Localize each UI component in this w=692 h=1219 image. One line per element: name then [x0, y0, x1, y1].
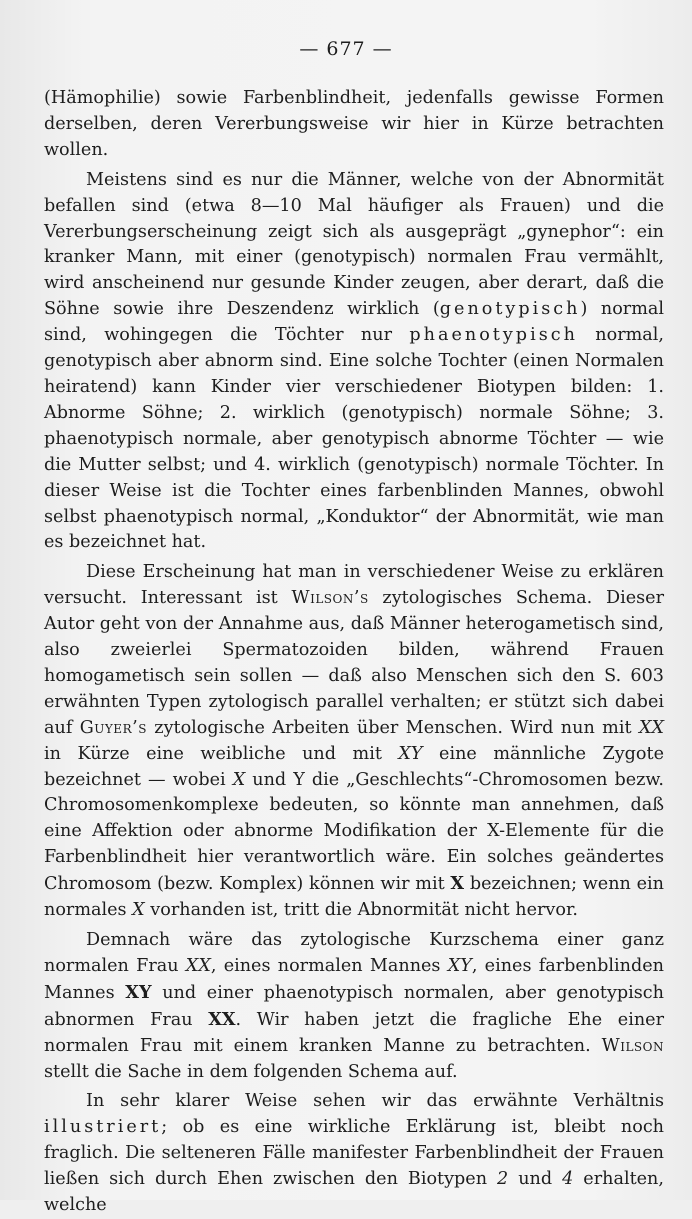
body-text: [44, 86, 664, 1219]
author-name: Wilson: [601, 1035, 664, 1056]
page-number: — 677 —: [299, 38, 393, 60]
text-run: vorhanden ist, tritt die Abnormität nicht hervor.: [144, 900, 579, 921]
text-run: und Y die „Geschlechts“-Chromosomen bezw. Chromosomenkomplexe bedeuten, so könnte man annehmen, daß eine Affektion oder abnorme Modifikation der X-Elemente für die Farbenblindheit hier verantwortlich wäre. Ein solches geändertes Chromosom (bezw. Komplex) können wir mit: [44, 769, 664, 895]
text-run: ) normal sind, wohingegen die Töchter nur: [44, 299, 665, 346]
spaced-term: genotypisch: [439, 299, 581, 320]
text-run: in Kürze eine weibliche und mit: [44, 743, 399, 764]
paragraph-1: (Hämophilie) sowie Farbenblindheit, jedenfalls gewisse Formen derselben, deren Vererbungsweise wir hier in Kürze betrachten wollen.: [44, 88, 664, 160]
biotype-number: 4: [562, 1169, 574, 1190]
chromosome-symbol-bold: XY: [125, 981, 152, 1003]
text-run: zytologisches Schema. Dieser Autor geht von der Annahme aus, daß Männer heterogametisch sind, also zweierlei Spermatozoiden bilden, während Frauen homogametisch sein sollen — daß also Menschen sich den S. 603 erwähnten Typen zytologisch parallel verhalten; er stützt sich dabei auf: [44, 588, 664, 738]
text-run: In sehr klarer Weise sehen wir das erwähnte Verhältnis: [86, 1091, 664, 1112]
paragraph-4: [44, 928, 664, 1085]
text-run: , eines normalen Mannes: [210, 955, 448, 976]
text-run: bezeichnen; wenn ein normales: [44, 874, 664, 921]
chromosome-symbol-bold: X: [450, 873, 465, 895]
text-run: ; ob es eine wirkliche Erklärung ist, bleibt noch fraglich. Die selteneren Fälle manifester Farbenblindheit der Frauen ließen sich durch Ehen zwischen den Biotypen: [44, 1117, 664, 1190]
text-run: zytologische Arbeiten über Menschen. Wird nun mit: [146, 717, 639, 738]
chromosome-symbol: XY: [398, 743, 423, 764]
text-run: Demnach wäre das zytologische Kurzschema einer ganz normalen Frau: [44, 930, 664, 976]
paragraph-3: [44, 560, 664, 924]
text-run: und: [508, 1169, 563, 1190]
chromosome-symbol: XX: [185, 955, 211, 976]
author-name: Guyer’s: [79, 717, 147, 738]
chromosome-symbol: X: [232, 769, 246, 790]
text-run: stellt die Sache in dem folgenden Schema auf.: [44, 1061, 458, 1082]
text-run: Diese Erscheinung hat man in verschiedener Weise zu erklären versucht. Interessant ist: [44, 562, 664, 609]
chromosome-symbol: X: [132, 900, 145, 921]
spaced-term: illustriert: [44, 1117, 162, 1138]
paragraph-2: [44, 168, 664, 557]
chromosome-symbol-bold: XX: [208, 1008, 236, 1030]
text-run: . Wir haben jetzt die fragliche Ehe einer normalen Frau mit einem kranken Manne zu betrachten.: [44, 1009, 664, 1056]
text-run: eine männliche Zygote bezeichnet — wobei: [44, 743, 664, 790]
text-run: , eines farbenblinden Mannes: [44, 955, 664, 1003]
chromosome-symbol: XX: [638, 717, 664, 738]
biotype-number: 2: [497, 1169, 509, 1190]
text-run: normal, genotypisch aber abnorm sind. Eine solche Tochter (einen Normalen heiratend) kann Kinder vier verschiedener Biotypen bilden: 1. Abnorme Söhne; 2. wirklich (genotypisch) normale Söhne; 3. phaenotypisch normale, aber genotypisch abnorme Töchter — wie die Mutter selbst; und 4. wirklich (genotypisch) normale Töchter. In dieser Weise ist die Tochter eines farbenblinden Mannes, obwohl selbst phaenotypisch normal, „Konduktor“ der Abnormität, wie man es bezeichnet hat.: [44, 325, 664, 553]
text-run: erhalten, welche: [44, 1169, 664, 1216]
chromosome-symbol: XY: [447, 955, 472, 976]
spaced-term: phaenotypisch: [409, 325, 578, 346]
author-name: Wilson’s: [291, 588, 369, 609]
text-run: Meistens sind es nur die Männer, welche von der Abnormität befallen sind (etwa 8—10 Mal häufiger als Frauen) und die Vererbungserscheinung zeigt sich als ausgeprägt „gynephor“: ein kranker Mann, mit einer (genotypisch) normalen Frau vermählt, wird anscheinend nur gesunde Kinder zeugen, aber derart, daß die Söhne sowie ihre Deszendenz wirklich (: [44, 169, 664, 320]
text-run: und einer phaenotypisch normalen, aber genotypisch abnormen Frau: [44, 982, 664, 1030]
